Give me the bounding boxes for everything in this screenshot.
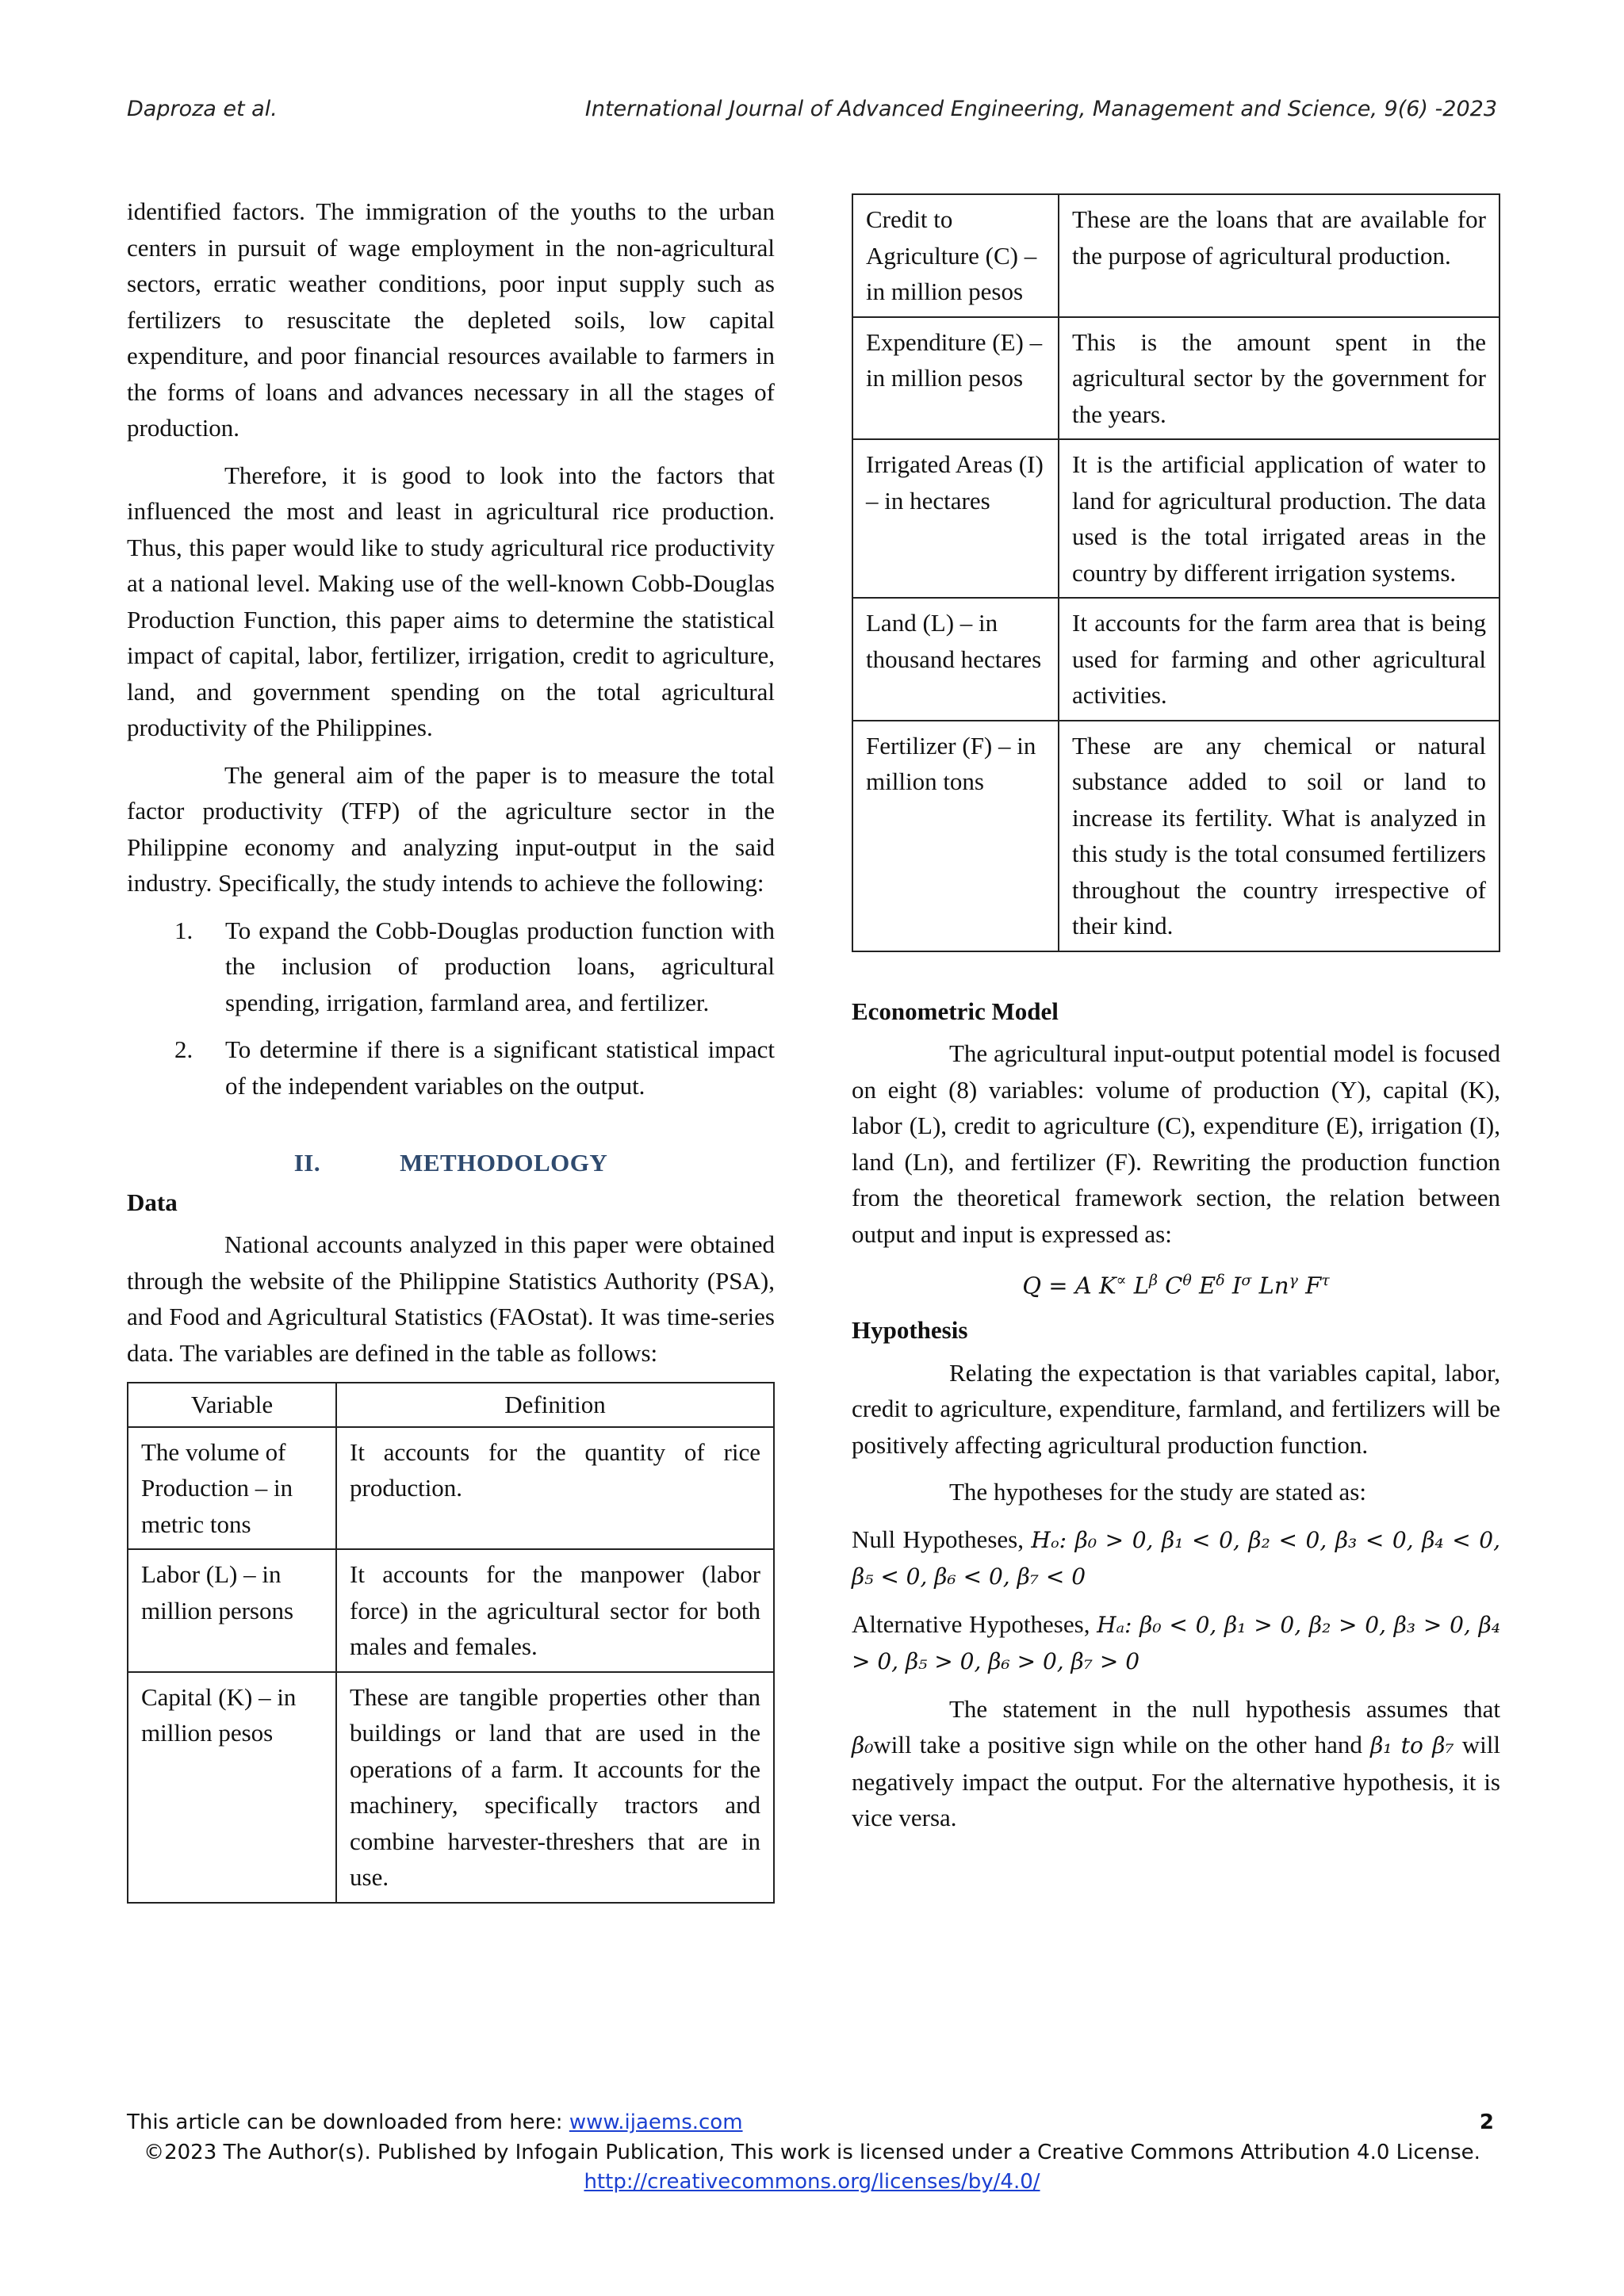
- definition-cell: These are any chemical or natural substance added to soil or land to increase its fertility. What is analyzed in this study is the total consumed fertilizers throughout the country irrespective of their kind.: [1059, 721, 1500, 951]
- intro-paragraph-1: identified factors. The immigration of the youths to the urban centers in pursuit of wage employment in the non-agricultural sectors, erratic weather conditions, poor input supply such as fertilizers to resuscitate the depleted soils, low capital expenditure, and poor financial resources available to farmers in the forms of loans and advances necessary in all the stages of production.: [127, 197, 775, 442]
- variable-cell: Expenditure (E) – in million pesos: [852, 317, 1059, 440]
- table-row: [128, 1427, 774, 1550]
- equation-term-credit: C: [1165, 1272, 1183, 1299]
- variable-cell: Irrigated Areas (I) – in hectares: [852, 439, 1059, 598]
- license-link[interactable]: http://creativecommons.org/licenses/by/4.0/: [584, 2170, 1040, 2194]
- alternative-hypothesis: [852, 1606, 1500, 1680]
- hypothesis-explanation-paragraph: [852, 1691, 1500, 1836]
- production-function-equation: [852, 1263, 1500, 1304]
- objective-number: 2.: [174, 1035, 193, 1063]
- exponent-sigma: σ: [1241, 1272, 1252, 1289]
- column-header-definition: Definition: [336, 1383, 774, 1427]
- beta-zero: β₀: [852, 1732, 874, 1759]
- beta-range: β₁ to β₇: [1370, 1732, 1454, 1759]
- table-row: [128, 1549, 774, 1672]
- running-header-authors: Daproza et al.: [127, 97, 278, 121]
- null-hypothesis: [852, 1521, 1500, 1595]
- definition-cell: This is the amount spent in the agricultural sector by the government for the years.: [1059, 317, 1500, 440]
- table-row: [128, 1672, 774, 1903]
- section-title: METHODOLOGY: [400, 1149, 608, 1177]
- variable-cell: Fertilizer (F) – in million tons: [852, 721, 1059, 951]
- table-row: [852, 194, 1500, 317]
- footer-license-text: ©2023 The Author(s). Published by Infogain Publication, This work is licensed under a Creative Commons Attribution 4.0 License.: [144, 2141, 1480, 2164]
- alternative-hypothesis-label: Alternative Hypotheses,: [852, 1609, 1090, 1638]
- table-row: [852, 439, 1500, 598]
- explanation-text-2: will take a positive sign while on the other hand: [873, 1731, 1362, 1759]
- running-header-journal: International Journal of Advanced Engineering, Management and Science, 9(6) -2023: [584, 97, 1497, 121]
- definition-cell: It accounts for the manpower (labor force) in the agricultural sector for both males and females.: [336, 1549, 774, 1672]
- definition-cell: These are the loans that are available for the purpose of agricultural production.: [1059, 194, 1500, 317]
- intro-paragraph-2: Therefore, it is good to look into the factors that influenced the most and least in agricultural rice production. Thus, this paper would like to study agricultural rice productivity at a national level. Making use of the well-known Cobb-Douglas Production Function, this paper aims to determine the statistical impact of capital, labor, fertilizer, irrigation, credit to agriculture, land, and government spending on the total agricultural productivity of the Philippines.: [127, 461, 775, 741]
- section-number: II.: [293, 1149, 321, 1177]
- variable-cell: Land (L) – in thousand hectares: [852, 598, 1059, 721]
- page-number: 2: [1479, 2110, 1494, 2134]
- explanation-text-3: will negatively impact the output. For the alternative hypothesis, it is vice versa.: [852, 1731, 1501, 1832]
- variable-cell: Credit to Agriculture (C) – in million pesos: [852, 194, 1059, 317]
- column-header-variable: Variable: [128, 1383, 336, 1427]
- exponent-theta: θ: [1182, 1272, 1192, 1289]
- table-header-row: [128, 1383, 774, 1427]
- table-row: [852, 598, 1500, 721]
- exponent-delta: δ: [1216, 1272, 1225, 1289]
- definition-cell: It is the artificial application of water to land for agricultural production. The data used is the total irrigated areas in the country by different irrigation systems.: [1059, 439, 1500, 598]
- hypothesis-paragraph-1: Relating the expectation is that variables capital, labor, credit to agriculture, expenditure, farmland, and fertilizers will be positively affecting agricultural production function.: [852, 1358, 1500, 1459]
- variable-cell: Capital (K) – in million pesos: [128, 1672, 336, 1903]
- footer-download: [127, 2110, 743, 2134]
- exponent-beta: β: [1148, 1272, 1158, 1289]
- exponent-gamma: γ: [1289, 1272, 1298, 1289]
- table-row: [852, 721, 1500, 951]
- objective-text: To expand the Cobb-Douglas production function with the inclusion of production loans, agricultural spending, irrigation, farmland area, and fertilizer.: [225, 916, 775, 1016]
- objective-number: 1.: [174, 916, 193, 944]
- journal-website-link[interactable]: www.ijaems.com: [569, 2110, 743, 2134]
- variable-cell: The volume of Production – in metric tons: [128, 1427, 336, 1550]
- right-column: [852, 193, 1500, 1847]
- footer-download-text: This article can be downloaded from here:: [127, 2110, 563, 2134]
- definition-cell: It accounts for the quantity of rice production.: [336, 1427, 774, 1550]
- objectives-list: [127, 913, 775, 1104]
- equation-lhs: Q = A K: [1022, 1272, 1116, 1299]
- variables-table-part-2: [852, 193, 1500, 952]
- footer-license-link-line: [0, 2170, 1624, 2194]
- null-hypothesis-expression: Hₒ: β₀ > 0, β₁ < 0, β₂ < 0, β₃ < 0, β₄ < 0, β₅ < 0, β₆ < 0, β₇ < 0: [852, 1526, 1500, 1590]
- equation-term-land: Ln: [1258, 1272, 1289, 1299]
- objective-item: [127, 913, 775, 1021]
- hypothesis-paragraph-2: The hypotheses for the study are stated as:: [949, 1478, 1366, 1506]
- objective-item: [127, 1031, 775, 1104]
- econometric-paragraph: The agricultural input-output potential model is focused on eight (8) variables: volume of production (Y), capital (K), labor (L), credit to agriculture (C), expenditure (E), irrigation (I), land (Ln), and fertilizer (F). Rewriting the production function from the theoretical framework section, the relation between output and input is expressed as:: [852, 1039, 1500, 1248]
- objective-text: To determine if there is a significant statistical impact of the independent variables on the output.: [225, 1035, 775, 1100]
- null-hypothesis-label: Null Hypotheses,: [852, 1525, 1024, 1553]
- equation-term-labor: L: [1133, 1272, 1149, 1299]
- data-paragraph: National accounts analyzed in this paper were obtained through the website of the Philippine Statistics Authority (PSA), and Food and Agricultural Statistics (FAOstat). It was time-series data. The variables are defined in the table as follows:: [127, 1230, 775, 1367]
- variables-table-part-1: [127, 1382, 775, 1904]
- definition-cell: These are tangible properties other than buildings or land that are used in the operations of a farm. It accounts for the machinery, specifically tractors and combine harvester-threshers that are in use.: [336, 1672, 774, 1903]
- left-column: [127, 193, 775, 1904]
- alternative-hypothesis-expression: Hₐ: β₀ < 0, β₁ > 0, β₂ > 0, β₃ > 0, β₄ > 0, β₅ > 0, β₆ > 0, β₇ > 0: [852, 1611, 1501, 1675]
- definition-cell: It accounts for the farm area that is being used for farming and other agricultural activities.: [1059, 598, 1500, 721]
- equation-term-fertilizer: F: [1305, 1272, 1322, 1299]
- section-heading: [127, 1145, 775, 1181]
- exponent-tau: τ: [1321, 1272, 1330, 1289]
- hypothesis-heading: Hypothesis: [852, 1316, 968, 1345]
- econometric-model-heading: Econometric Model: [852, 997, 1059, 1025]
- data-heading: Data: [127, 1188, 178, 1216]
- equation-term-expenditure: E: [1199, 1272, 1216, 1299]
- equation-term-irrigation: I: [1231, 1272, 1242, 1299]
- variable-cell: Labor (L) – in million persons: [128, 1549, 336, 1672]
- intro-paragraph-3: The general aim of the paper is to measure the total factor productivity (TFP) of the agriculture sector in the Philippine economy and analyzing input-output in the said industry. Specifically, the study intends to achieve the following:: [127, 760, 775, 897]
- explanation-text-1: The statement in the null hypothesis assumes that: [949, 1694, 1500, 1723]
- table-row: [852, 317, 1500, 440]
- exponent-alpha: ∝: [1116, 1272, 1127, 1289]
